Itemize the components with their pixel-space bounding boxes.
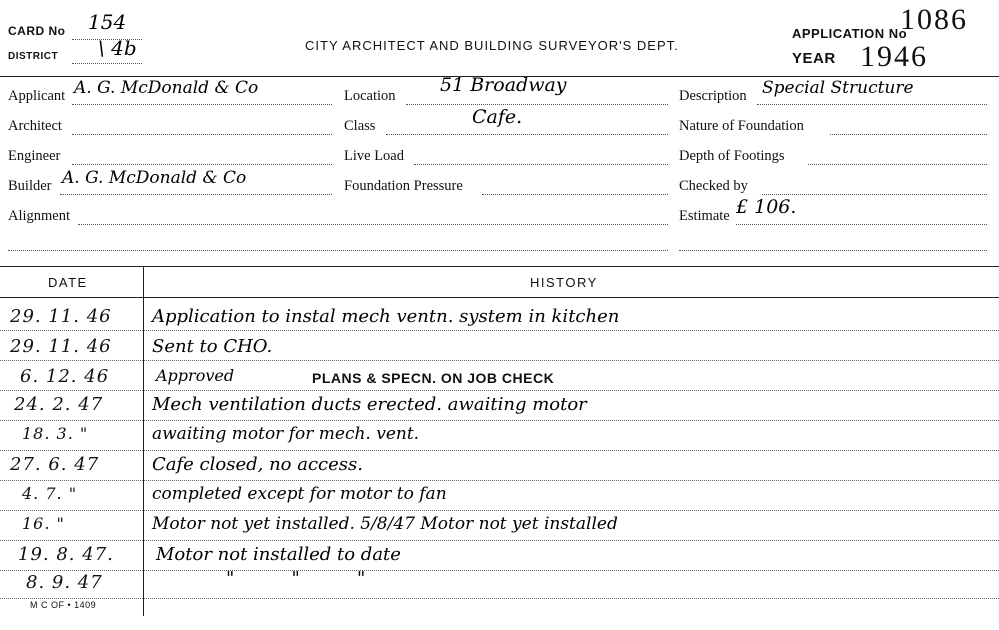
- applicant-dotted-line: [72, 104, 332, 105]
- history-entry: completed except for motor to fan: [152, 484, 447, 504]
- card-no-label: CARD No: [8, 24, 66, 38]
- history-date: 18. 3. ": [22, 424, 89, 443]
- date-column-divider: [143, 266, 144, 616]
- year-value: 1946: [860, 40, 928, 73]
- description-value: Special Structure: [762, 78, 914, 98]
- alignment-dotted-line: [78, 224, 668, 225]
- estimate-dotted-line-2: [679, 250, 987, 251]
- builder-dotted-line: [60, 194, 332, 195]
- engineer-label: Engineer: [8, 148, 61, 164]
- history-row-line: [0, 480, 999, 481]
- history-row-line: [0, 570, 999, 571]
- estimate-dotted-line: [736, 224, 987, 225]
- estimate-label: Estimate: [679, 208, 730, 224]
- alignment-dotted-line-2: [8, 250, 668, 251]
- foundation-pressure-dotted-line: [482, 194, 668, 195]
- district-label: DISTRICT: [8, 51, 59, 62]
- application-no-label: APPLICATION No: [792, 26, 908, 41]
- history-entry: Cafe closed, no access.: [152, 454, 363, 475]
- district-value: \ 4b: [98, 36, 137, 60]
- depth-of-footings-label: Depth of Footings: [679, 148, 785, 164]
- card-no-value: 154: [88, 10, 127, 34]
- alignment-label: Alignment: [8, 208, 71, 224]
- checked-by-label: Checked by: [679, 178, 748, 194]
- history-date: 29. 11. 46: [10, 306, 112, 327]
- year-label: YEAR: [792, 50, 836, 67]
- nature-dotted-line: [830, 134, 987, 135]
- application-no-value: 1086: [900, 3, 968, 36]
- class-dotted-line: [386, 134, 668, 135]
- history-row-line: [0, 390, 999, 391]
- description-dotted-line: [757, 104, 987, 105]
- history-date: 16. ": [22, 514, 65, 533]
- history-entry: awaiting motor for mech. vent.: [152, 424, 420, 444]
- class-label: Class: [344, 118, 376, 134]
- depth-dotted-line: [808, 164, 987, 165]
- history-entry: Motor not installed to date: [156, 544, 401, 565]
- history-date: 27. 6. 47: [10, 454, 100, 475]
- history-date: 19. 8. 47.: [18, 544, 114, 565]
- checked-by-dotted-line: [762, 194, 987, 195]
- history-date: 29. 11. 46: [10, 336, 112, 357]
- class-value: Cafe.: [472, 106, 523, 128]
- applicant-value: A. G. McDonald & Co: [74, 78, 259, 98]
- history-date: 8. 9. 47: [26, 572, 103, 593]
- plans-check-stamp: PLANS & SPECN. ON JOB CHECK: [312, 370, 555, 386]
- history-row-line: [0, 450, 999, 451]
- history-row-line: [0, 540, 999, 541]
- architect-dotted-line: [72, 134, 332, 135]
- location-value: 51 Broadway: [440, 74, 567, 96]
- location-label: Location: [344, 88, 396, 104]
- location-dotted-line: [406, 104, 668, 105]
- history-date: 4. 7. ": [22, 484, 78, 503]
- live-load-dotted-line: [414, 164, 668, 165]
- nature-of-foundation-label: Nature of Foundation: [679, 118, 804, 134]
- history-header-rule: [0, 297, 999, 298]
- history-entry: Motor not yet installed. 5/8/47 Motor not yet installed: [152, 514, 618, 534]
- engineer-dotted-line: [72, 164, 332, 165]
- history-date: 24. 2. 47: [14, 394, 104, 415]
- history-date: 6. 12. 46: [20, 366, 110, 387]
- history-entry: " " ": [226, 568, 366, 589]
- history-row-line: [0, 420, 999, 421]
- history-entry: Mech ventilation ducts erected. awaiting motor: [152, 394, 587, 415]
- estimate-value: £ 106.: [736, 196, 797, 218]
- live-load-label: Live Load: [344, 148, 404, 164]
- history-row-line: [0, 330, 999, 331]
- history-row-line: [0, 360, 999, 361]
- builder-value: A. G. McDonald & Co: [62, 168, 247, 188]
- architect-label: Architect: [8, 118, 62, 134]
- description-label: Description: [679, 88, 747, 104]
- history-entry: Sent to CHO.: [152, 336, 273, 357]
- history-entry: Application to instal mech ventn. system in kitchen: [152, 306, 620, 327]
- builder-label: Builder: [8, 178, 52, 194]
- history-entry: Approved: [156, 366, 235, 385]
- history-row-line: [0, 510, 999, 511]
- history-row-line: [0, 598, 999, 599]
- district-dotted-line: [72, 63, 142, 64]
- history-top-rule: [0, 266, 999, 267]
- date-column-header: DATE: [48, 275, 88, 290]
- foundation-pressure-label: Foundation Pressure: [344, 178, 463, 194]
- department-title: CITY ARCHITECT AND BUILDING SURVEYOR'S DEPT.: [305, 38, 679, 53]
- history-column-header: HISTORY: [530, 275, 598, 290]
- form-number: M C OF • 1409: [30, 600, 97, 610]
- applicant-label: Applicant: [8, 88, 66, 104]
